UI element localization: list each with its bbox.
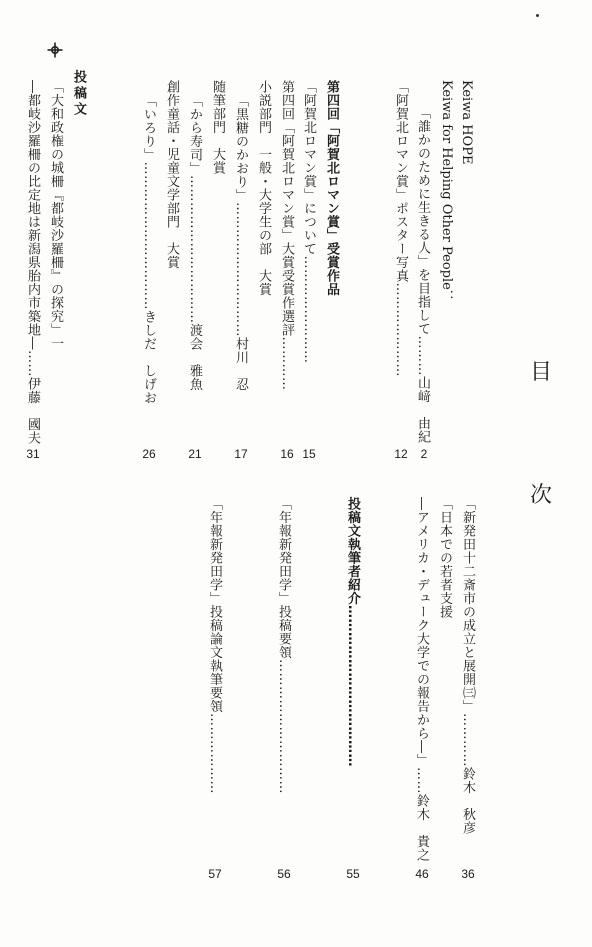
toc-page-number: 55 [346, 867, 360, 881]
toc-entry-about-award: 「阿賀北ロマン賞」について…………………… [301, 80, 316, 364]
toc-entry-novel-category: 小説部門 一般・大学生の部 大賞 [256, 80, 271, 296]
toc-page-number: 2 [420, 447, 428, 461]
toc-entry-story-category: 創作童話・児童文学部門 大賞 [164, 80, 179, 269]
toc-entry-contributors: 投稿文執筆者紹介……………………………… [345, 497, 360, 767]
toc-page-number: 15 [302, 447, 316, 461]
toc-entry-guidelines: 「年報新発田学」投稿要領………………………… [276, 497, 291, 794]
toc-heading-contributions: 投稿文 [71, 70, 86, 118]
toc-page-number: 36 [461, 867, 475, 881]
corner-dot [536, 14, 539, 17]
toc-entry-poster: 「阿賀北ロマン賞」ポスター写真………………… [393, 80, 408, 377]
toc-entry-duke: ―アメリカ・デューク大学での報告から―」……鈴木 貴之 [414, 497, 429, 862]
toc-entry-irori: 「いろり」……………………………きしだ しげお [141, 94, 156, 405]
toc-page-number: 17 [234, 447, 248, 461]
toc-page-number: 12 [394, 447, 408, 461]
toc-entry-yamato: 「大和政権の城柵『都岐沙羅柵』の探究」一 [48, 80, 63, 350]
title-ji: 次 [530, 483, 553, 508]
toc-entry-writing-guidelines: 「年報新発田学」投稿論文執筆要領……………… [207, 497, 222, 794]
toc-page-number: 16 [280, 447, 294, 461]
toc-entry-review: 第四回「阿賀北ロマン賞」大賞受賞作選評………… [279, 80, 294, 391]
toc-entry-keiwa-hope: Keiwa HOPE [459, 80, 474, 165]
toc-page-number: 21 [188, 447, 202, 461]
toc-page-number: 31 [26, 447, 40, 461]
toc-page-number: 26 [142, 447, 156, 461]
toc-entry-keiwa-subtitle: Keiwa for Helping Other People： [439, 80, 454, 303]
toc-heading-award: 第四回「阿賀北ロマン賞」受賞作品 [324, 80, 339, 296]
toc-page-number: 57 [208, 867, 222, 881]
title-moku: 目 [530, 360, 553, 385]
toc-entry-ichi: 「新発田十二斎市の成立と展開㈢」…………鈴木 秋彦 [460, 497, 475, 835]
toc-entry-youth-support: 「日本での若者支援 [437, 497, 452, 619]
toc-entry-karazushi: 「から寿司」……………………………渡会 雅魚 [187, 94, 202, 391]
toc-page-number: 56 [277, 867, 291, 881]
toc-entry-tsukisarasaku: ―都岐沙羅柵の比定地は新潟県胎内市築地―……伊藤 國夫 [25, 80, 40, 445]
toc-entry-essay-category: 随筆部門 大賞 [210, 80, 225, 175]
flower-ornament-icon [47, 42, 63, 58]
toc-page-number: 46 [415, 867, 429, 881]
toc-entry-dareka: 「誰かのために生きる人」を目指して………山﨑 由紀 [415, 106, 430, 444]
toc-entry-kokuto: 「黒糖のかおり」…………………………村川 忍 [233, 94, 248, 391]
